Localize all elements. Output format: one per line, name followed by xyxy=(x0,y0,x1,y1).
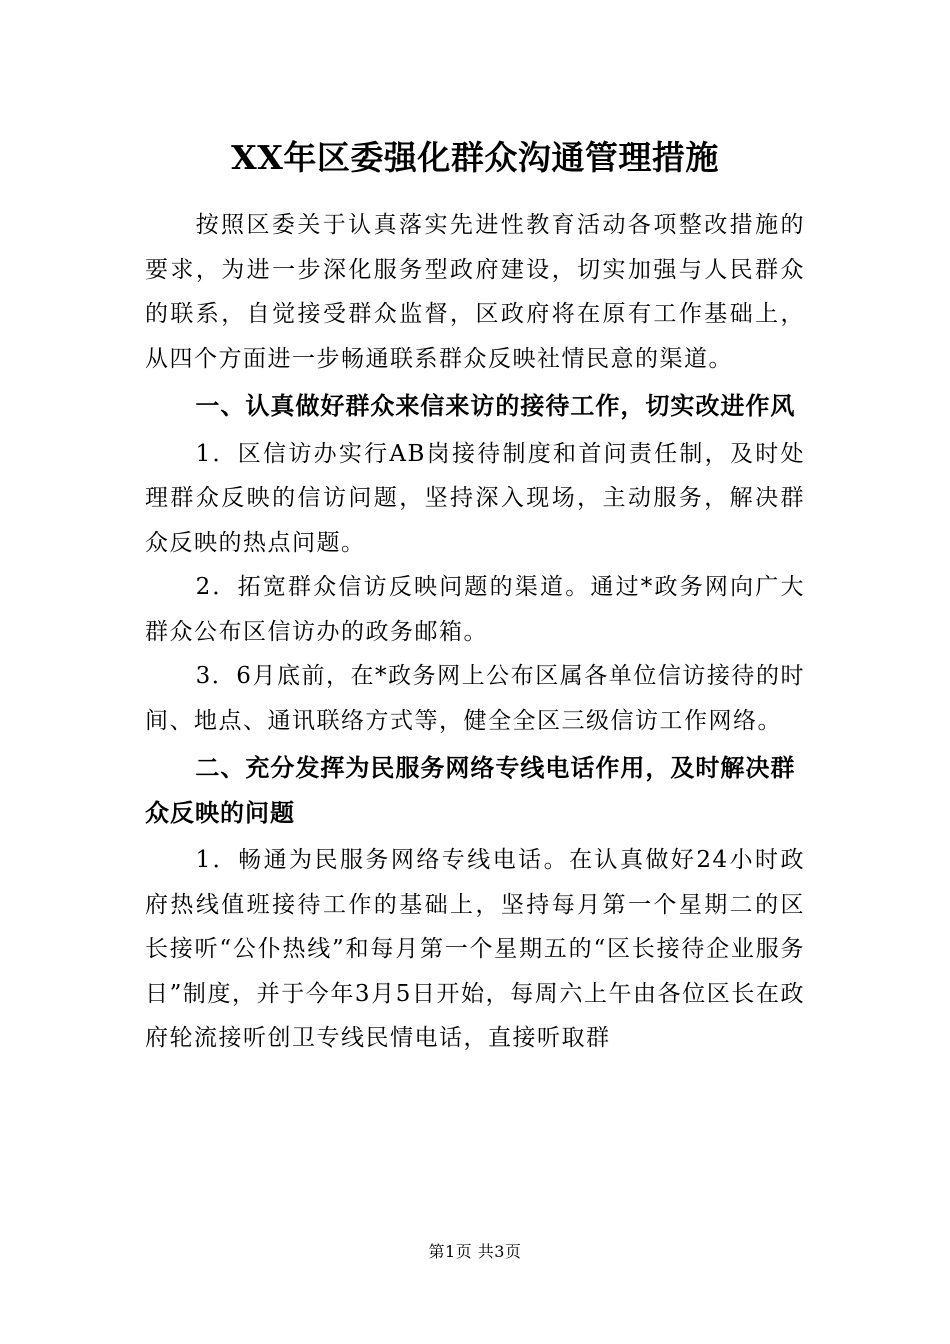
intro-paragraph: 按照区委关于认真落实先进性教育活动各项整改措施的要求，为进一步深化服务型政府建设，切实加强与人民群众的联系，自觉接受群众监督，区政府将在原有工作基础上，从四个方面进一步畅通联系群众反映社情民意的渠道。 xyxy=(145,212,805,372)
section-2-heading: 二、充分发挥为民服务网络专线电话作用，及时解决群众反映的问题 xyxy=(145,754,796,827)
section-1-heading: 一、认真做好群众来信来访的接待工作，切实改进作风 xyxy=(195,392,796,420)
section-1-item-3: 3．6月底前，在*政务网上公布区属各单位信访接待的时间、地点、通讯联络方式等，健全全区三级信访工作网络。 xyxy=(145,663,805,734)
section-1-item-1: 1．区信访办实行AB岗接待制度和首问责任制，及时处理群众反映的信访问题，坚持深入现场，主动服务，解决群众反映的热点问题。 xyxy=(145,440,805,556)
document-title: XX年区委强化群众沟通管理措施 xyxy=(231,138,719,177)
document-body xyxy=(145,203,805,1061)
section-2-item-1: 1．畅通为民服务网络专线电话。在认真做好24小时政府热线值班接待工作的基础上，坚持每月第一个星期二的区长接听“公仆热线”和每月第一个星期五的“区长接待企业服务日”制度，并于今年3月5日开始，每周六上午由各位区长在政府轮流接听创卫专线民情电话，直接听取群 xyxy=(145,847,805,1051)
section-1-item-2: 2．拓宽群众信访反映问题的渠道。通过*政务网向广大群众公布区信访办的政务邮箱。 xyxy=(145,574,805,645)
page-number-footer: 第1页 共3页 xyxy=(428,1242,522,1261)
